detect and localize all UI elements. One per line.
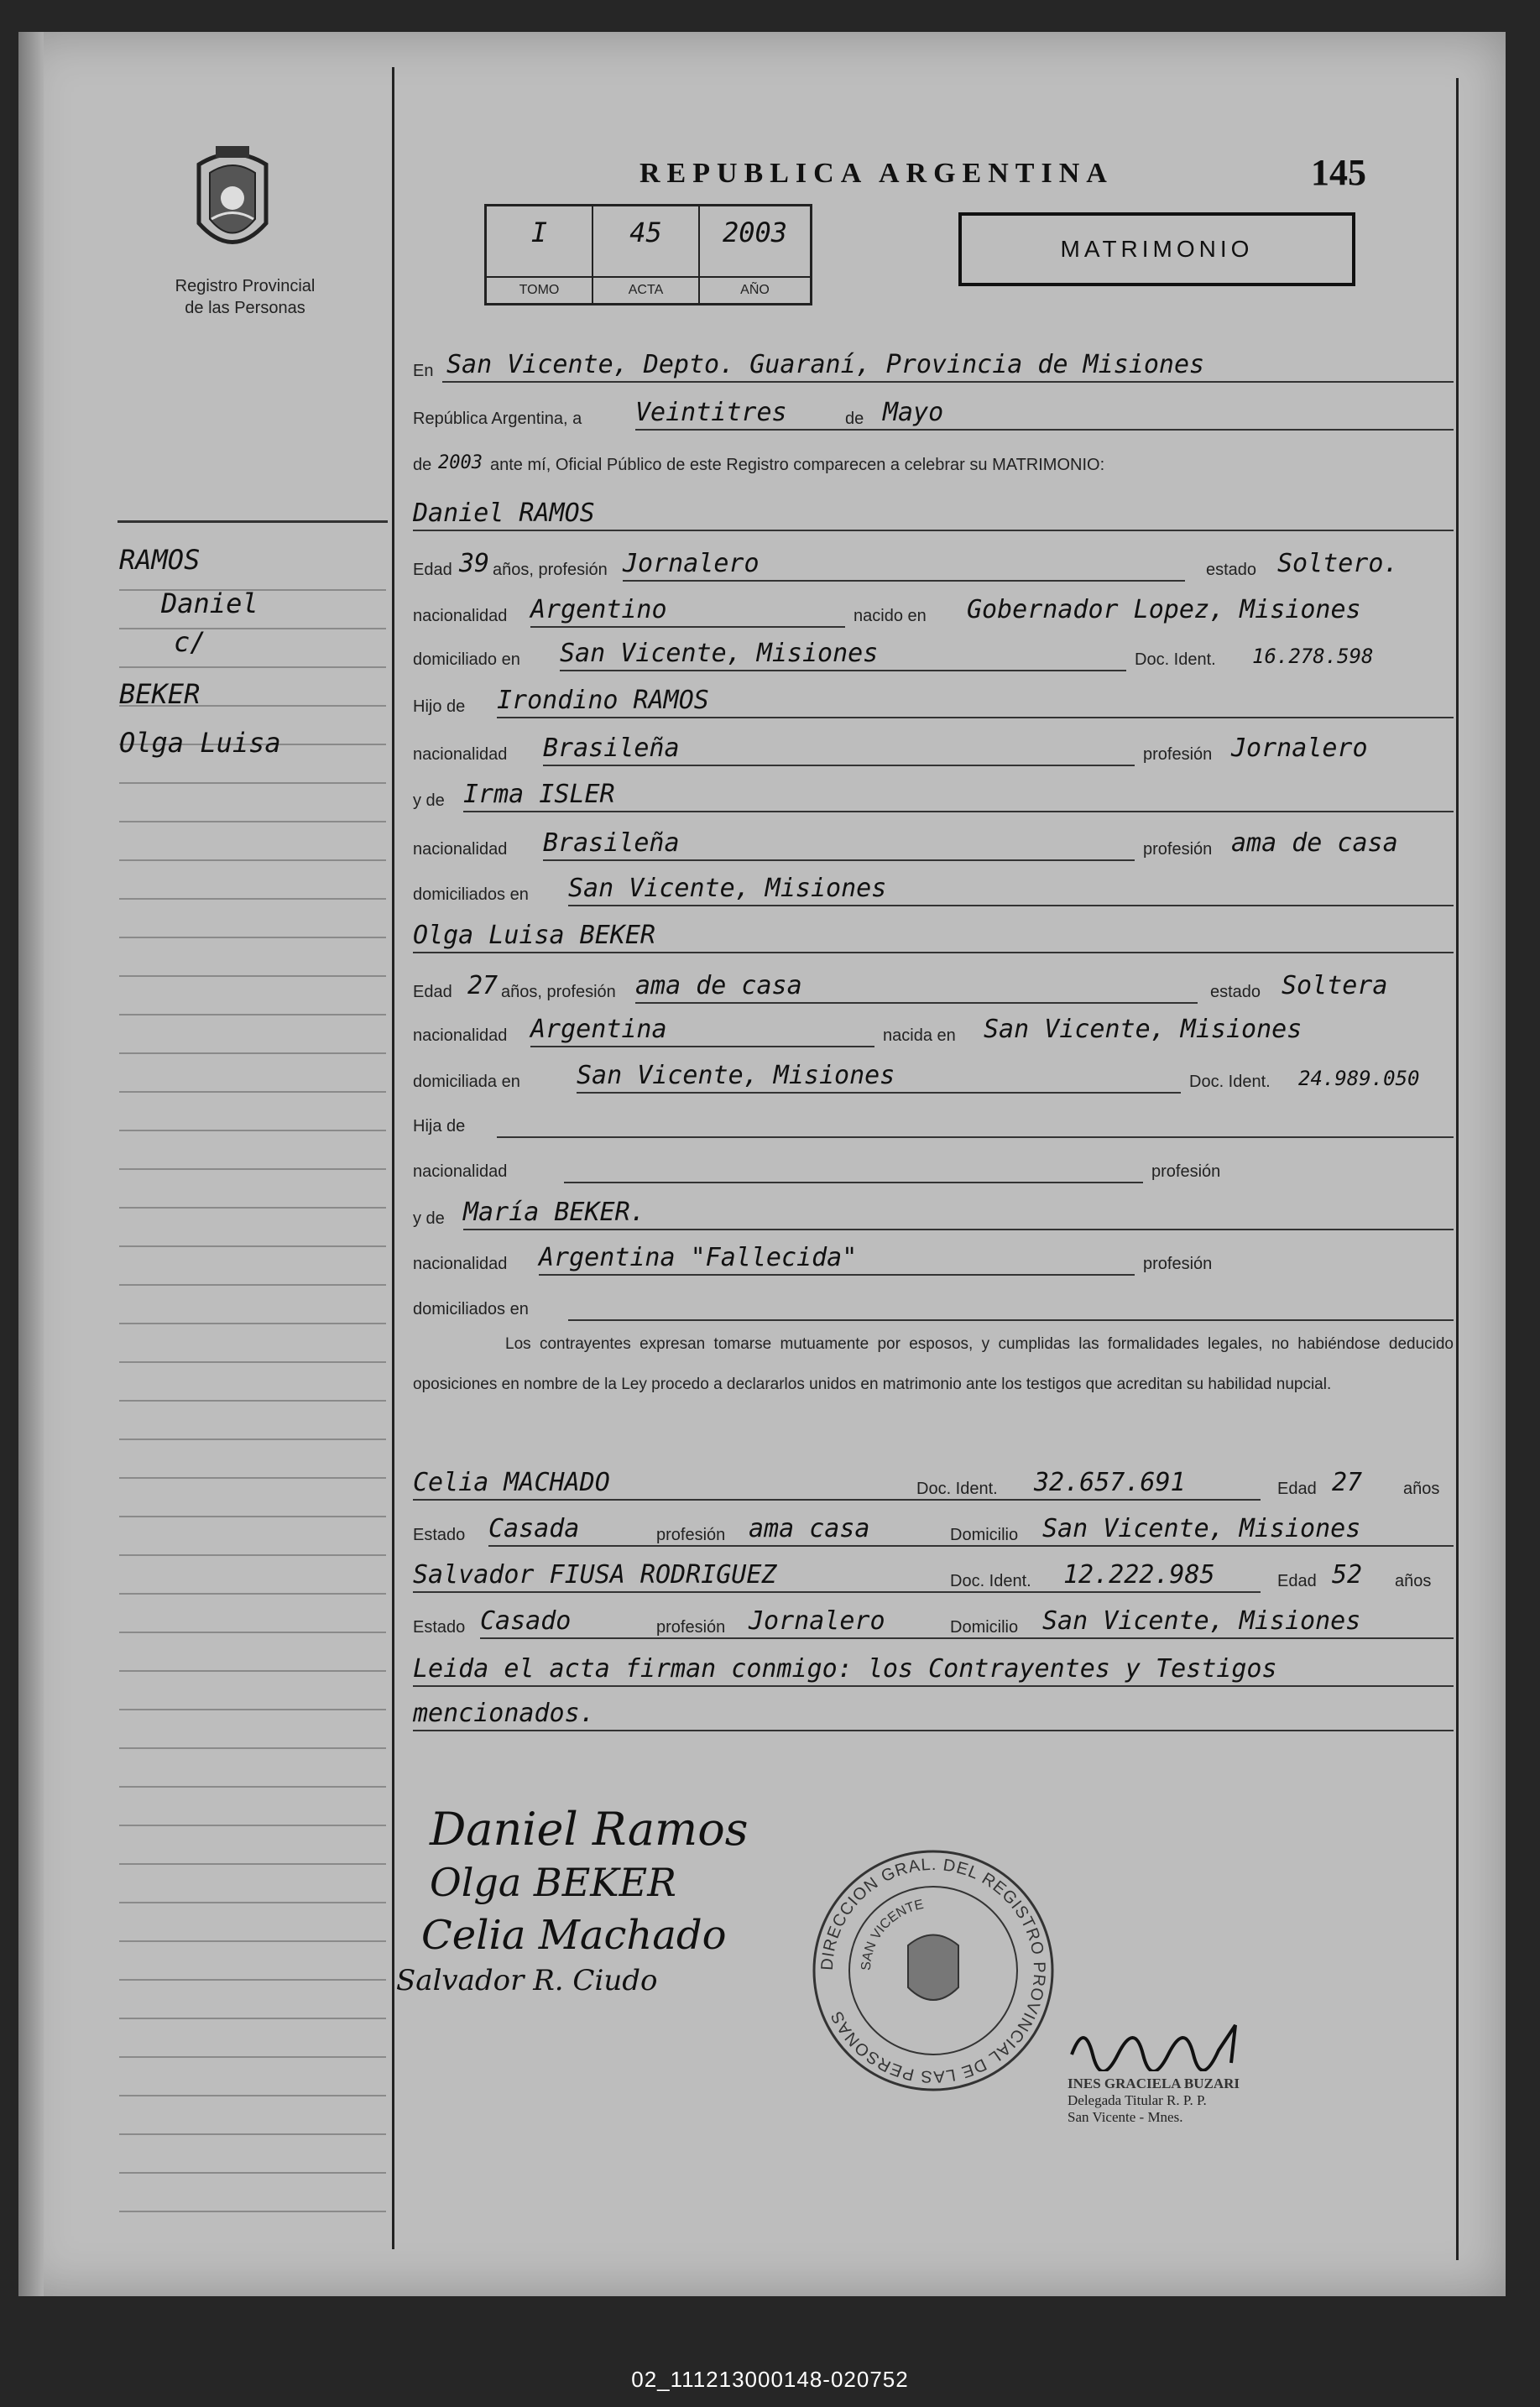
- groom-name-underline: [413, 530, 1454, 531]
- declaration-text: Los contrayentes expresan tomarse mutuamente por esposos, y cumplidas las formalidades legales, no habiéndose deducido oposiciones en nombre de la Ley procedo a declararlos unidos en matrimonio ante los testigos que acreditan su habilidad nupcial.: [413, 1335, 1454, 1393]
- groom-mother-line: [413, 770, 1454, 816]
- groom-nationality: Argentino: [530, 595, 667, 624]
- edad-label: Edad: [1277, 1480, 1317, 1498]
- republica-label: República Argentina, a: [413, 410, 582, 428]
- anos-profesion-label: años, profesión: [493, 561, 608, 579]
- witness2-details-underline: [480, 1637, 1454, 1639]
- bride-father-line: [413, 1096, 1454, 1141]
- father-underline: [497, 717, 1454, 718]
- bride-mother-nat-underline: [539, 1274, 1135, 1276]
- record-box: [484, 204, 812, 305]
- groom-mother-profession: ama de casa: [1231, 828, 1398, 858]
- groom-nationality-line: [413, 586, 1454, 631]
- parents-dom-label: domiciliados en: [413, 1300, 529, 1318]
- closing-underline2: [413, 1730, 1454, 1731]
- witness1-profession: ama casa: [749, 1514, 870, 1543]
- intro-place-line: [413, 341, 1454, 386]
- groom-mother: Irma ISLER: [463, 780, 615, 809]
- groom-mother-nationality: Brasileña: [543, 828, 680, 858]
- nacido-label: nacido en: [854, 607, 927, 625]
- groom-nat-underline: [530, 626, 845, 628]
- intro-statement-line: [413, 435, 1454, 480]
- acta-cell: [593, 206, 700, 303]
- bride-mother-underline: [463, 1229, 1454, 1230]
- page-binding: [18, 32, 44, 2296]
- signature-witness2: Salvador R. Ciudo: [396, 1964, 658, 1997]
- groom-name-line: [413, 489, 1454, 535]
- officer-title: Delegada Titular R. P. P.: [1068, 2092, 1207, 2108]
- groom-profession: Jornalero: [623, 549, 760, 578]
- domiciliado-label: domiciliado en: [413, 650, 520, 669]
- image-footer-id: 02_111213000148-020752: [631, 2367, 909, 2392]
- bride-age-line: [413, 962, 1454, 1007]
- witness1-details-underline: [488, 1545, 1454, 1547]
- seal-outer-text: DIRECCION GRAL. DEL REGISTRO PROVINCIAL DE LAS PERSONAS: [817, 1855, 1049, 2086]
- witness2-domicile: San Vicente, Misiones: [1042, 1606, 1361, 1636]
- witness1-name-line: [413, 1459, 1454, 1504]
- anio-label: AÑO: [700, 276, 810, 303]
- bride-nat-underline: [530, 1046, 874, 1047]
- father-prof-label: profesión: [1143, 745, 1213, 764]
- bride-doc: 24.989.050: [1298, 1067, 1420, 1090]
- witness1-underline: [413, 1499, 1261, 1501]
- domicilio-label: Domicilio: [950, 1526, 1019, 1544]
- groom-domicile: San Vicente, Misiones: [560, 639, 879, 668]
- bride-domicile-line: [413, 1052, 1454, 1097]
- groom-mother-nat-line: [413, 819, 1454, 864]
- nacida-label: nacida en: [883, 1026, 956, 1045]
- parents-dom-label: domiciliados en: [413, 885, 529, 904]
- bride-parents-dom-line: [413, 1279, 1454, 1324]
- father-nat-underline: [543, 765, 1135, 766]
- margin-groom-surname: RAMOS: [119, 544, 201, 576]
- place-value: San Vicente, Depto. Guaraní, Provincia de Misiones: [446, 350, 1205, 379]
- bride-parents-dom-underline: [568, 1319, 1454, 1321]
- estado-label: Estado: [413, 1526, 466, 1544]
- margin-divider-top: [117, 520, 388, 523]
- bride-profession-underline: [635, 1002, 1198, 1004]
- officer-name: INES GRACIELA BUZARI: [1068, 2075, 1240, 2091]
- closing-text2: mencionados.: [413, 1699, 595, 1728]
- date-underline: [635, 429, 1454, 431]
- groom-father: Irondino RAMOS: [497, 686, 709, 715]
- groom-father-line: [413, 676, 1454, 722]
- signature-bride: Olga BEKER: [430, 1860, 676, 1905]
- groom-father-nat-line: [413, 724, 1454, 770]
- witness2-status: Casado: [480, 1606, 572, 1636]
- anos-profesion-label: años, profesión: [501, 983, 616, 1001]
- register-page: [18, 32, 1506, 2296]
- tomo-value: I: [530, 217, 548, 248]
- edad-label: Edad: [1277, 1572, 1317, 1590]
- groom-father-profession: Jornalero: [1231, 734, 1368, 763]
- closing-line2: [413, 1689, 1454, 1735]
- groom-full-name: Daniel RAMOS: [413, 499, 595, 528]
- bride-name-line: [413, 911, 1454, 957]
- country-title: REPUBLICA ARGENTINA: [639, 158, 1114, 189]
- bride-name-underline: [413, 952, 1454, 953]
- doc-label: Doc. Ident.: [950, 1572, 1031, 1590]
- mother-nat-underline: [543, 859, 1135, 861]
- mother-prof-label: profesión: [1143, 840, 1213, 859]
- mother-prof-label: profesión: [1143, 1255, 1213, 1273]
- groom-dom-underline: [560, 670, 1126, 671]
- mother-nat-label: nacionalidad: [413, 840, 508, 859]
- groom-parents-dom-line: [413, 864, 1454, 910]
- tomo-label: TOMO: [487, 276, 592, 303]
- bride-father-nat-underline: [564, 1182, 1143, 1183]
- margin-connector: c/: [174, 626, 206, 658]
- witness2-underline: [413, 1591, 1261, 1593]
- margin-rule: [392, 67, 394, 2249]
- nacionalidad-label: nacionalidad: [413, 1026, 508, 1045]
- groom-profession-underline: [623, 580, 1185, 582]
- act-type-box: MATRIMONIO: [958, 212, 1355, 286]
- seal-inner-text: SAN VICENTE: [859, 1897, 926, 1971]
- witness1-age: 27: [1332, 1468, 1363, 1497]
- bride-dom-underline: [577, 1092, 1181, 1094]
- edad-label: Edad: [413, 561, 452, 579]
- acta-value: 45: [629, 217, 662, 248]
- bride-domicile: San Vicente, Misiones: [577, 1061, 895, 1090]
- registry-line2: de las Personas: [185, 299, 305, 317]
- father-prof-label: profesión: [1151, 1162, 1221, 1181]
- witness2-profession: Jornalero: [749, 1606, 885, 1636]
- groom-age: 39: [459, 549, 490, 578]
- father-nat-label: nacionalidad: [413, 745, 508, 764]
- witness1-details-line: [413, 1505, 1454, 1550]
- bride-father-nat-line: [413, 1141, 1454, 1187]
- bride-full-name: Olga Luisa BEKER: [413, 921, 655, 950]
- anio-value: 2003: [722, 217, 788, 248]
- bride-birthplace: San Vicente, Misiones: [984, 1015, 1302, 1044]
- intro-date-line: [413, 389, 1454, 434]
- officer-signature-icon: [1068, 2013, 1252, 2071]
- estado-label: estado: [1210, 983, 1261, 1001]
- doc-label: Doc. Ident.: [916, 1480, 998, 1498]
- witness1-doc: 32.657.691: [1034, 1468, 1186, 1497]
- bride-mother-line: [413, 1188, 1454, 1234]
- father-nat-label: nacionalidad: [413, 1162, 508, 1181]
- statement-text: ante mí, Oficial Público de este Registro comparecen a celebrar su MATRIMONIO:: [490, 456, 1105, 474]
- registry-line1: Registro Provincial: [175, 277, 316, 295]
- de-label: de: [845, 410, 864, 428]
- domicilio-label: Domicilio: [950, 1618, 1019, 1637]
- folio-number: 145: [1311, 152, 1366, 193]
- estado-label: estado: [1206, 561, 1257, 579]
- year-prefix-label: de: [413, 456, 432, 474]
- year-value: 2003: [438, 452, 483, 473]
- en-label: En: [413, 362, 434, 380]
- y-de-label: y de: [413, 1209, 445, 1228]
- closing-line1: [413, 1645, 1454, 1690]
- anio-cell: [700, 206, 810, 303]
- closing-text1: Leida el acta firman conmigo: los Contrayentes y Testigos: [413, 1654, 1277, 1684]
- acta-label: ACTA: [593, 276, 698, 303]
- mother-underline: [463, 811, 1454, 812]
- registry-name: [119, 275, 371, 319]
- margin-ruled-lines: [119, 552, 386, 2231]
- hijo-label: Hijo de: [413, 697, 466, 716]
- anos-label: años: [1395, 1572, 1432, 1590]
- groom-doc: 16.278.598: [1252, 645, 1374, 668]
- groom-parents-domicile: San Vicente, Misiones: [568, 874, 887, 903]
- bride-marital-status: Soltera: [1282, 971, 1388, 1000]
- edad-label: Edad: [413, 983, 452, 1001]
- witness1-status: Casada: [488, 1514, 580, 1543]
- closing-underline1: [413, 1685, 1454, 1687]
- tomo-cell: [487, 206, 593, 303]
- right-rule: [1456, 78, 1459, 2260]
- groom-domicile-line: [413, 629, 1454, 675]
- witness1-name: Celia MACHADO: [413, 1468, 610, 1497]
- domiciliada-label: domiciliada en: [413, 1073, 520, 1091]
- day-value: Veintitres: [635, 398, 787, 427]
- groom-father-nationality: Brasileña: [543, 734, 680, 763]
- witness2-details-line: [413, 1597, 1454, 1642]
- witness2-name-line: [413, 1551, 1454, 1596]
- officer-signature-block: [1068, 2013, 1370, 2130]
- mother-nat-label: nacionalidad: [413, 1255, 508, 1273]
- groom-birthplace: Gobernador Lopez, Misiones: [967, 595, 1361, 624]
- profesion-label: profesión: [656, 1618, 726, 1637]
- bride-profession: ama de casa: [635, 971, 802, 1000]
- month-value: Mayo: [883, 398, 944, 427]
- misiones-emblem-icon: [186, 139, 279, 265]
- witness2-name: Salvador FIUSA RODRIGUEZ: [413, 1560, 777, 1590]
- hija-label: Hija de: [413, 1117, 466, 1136]
- margin-bride-name: Olga Luisa: [119, 727, 281, 759]
- doc-label: Doc. Ident.: [1135, 650, 1216, 669]
- witness2-age: 52: [1332, 1560, 1363, 1590]
- bride-nationality-line: [413, 1005, 1454, 1051]
- signature-groom: Daniel Ramos: [430, 1803, 749, 1856]
- bride-mother: María BEKER.: [463, 1198, 645, 1227]
- margin-groom-name: Daniel: [161, 587, 258, 619]
- groom-marital-status: Soltero.: [1277, 549, 1399, 578]
- bride-father-underline: [497, 1136, 1454, 1138]
- y-de-label: y de: [413, 791, 445, 810]
- officer-place: San Vicente - Mnes.: [1068, 2109, 1183, 2125]
- groom-age-line: [413, 540, 1454, 585]
- place-underline: [442, 381, 1454, 383]
- nacionalidad-label: nacionalidad: [413, 607, 508, 625]
- bride-age: 27: [467, 971, 499, 1000]
- bride-nationality: Argentina: [530, 1015, 667, 1044]
- profesion-label: profesión: [656, 1526, 726, 1544]
- anos-label: años: [1403, 1480, 1440, 1498]
- estado-label: Estado: [413, 1618, 466, 1637]
- signature-witness1: Celia Machado: [421, 1912, 727, 1959]
- parents-dom-underline: [568, 905, 1454, 906]
- witness1-domicile: San Vicente, Misiones: [1042, 1514, 1361, 1543]
- registry-seal-icon: [807, 1845, 1059, 2096]
- doc-label: Doc. Ident.: [1189, 1073, 1271, 1091]
- bride-mother-nationality: Argentina "Fallecida": [539, 1243, 858, 1272]
- bride-mother-nat-line: [413, 1234, 1454, 1279]
- margin-bride-surname: BEKER: [119, 678, 201, 710]
- witness2-doc: 12.222.985: [1063, 1560, 1215, 1590]
